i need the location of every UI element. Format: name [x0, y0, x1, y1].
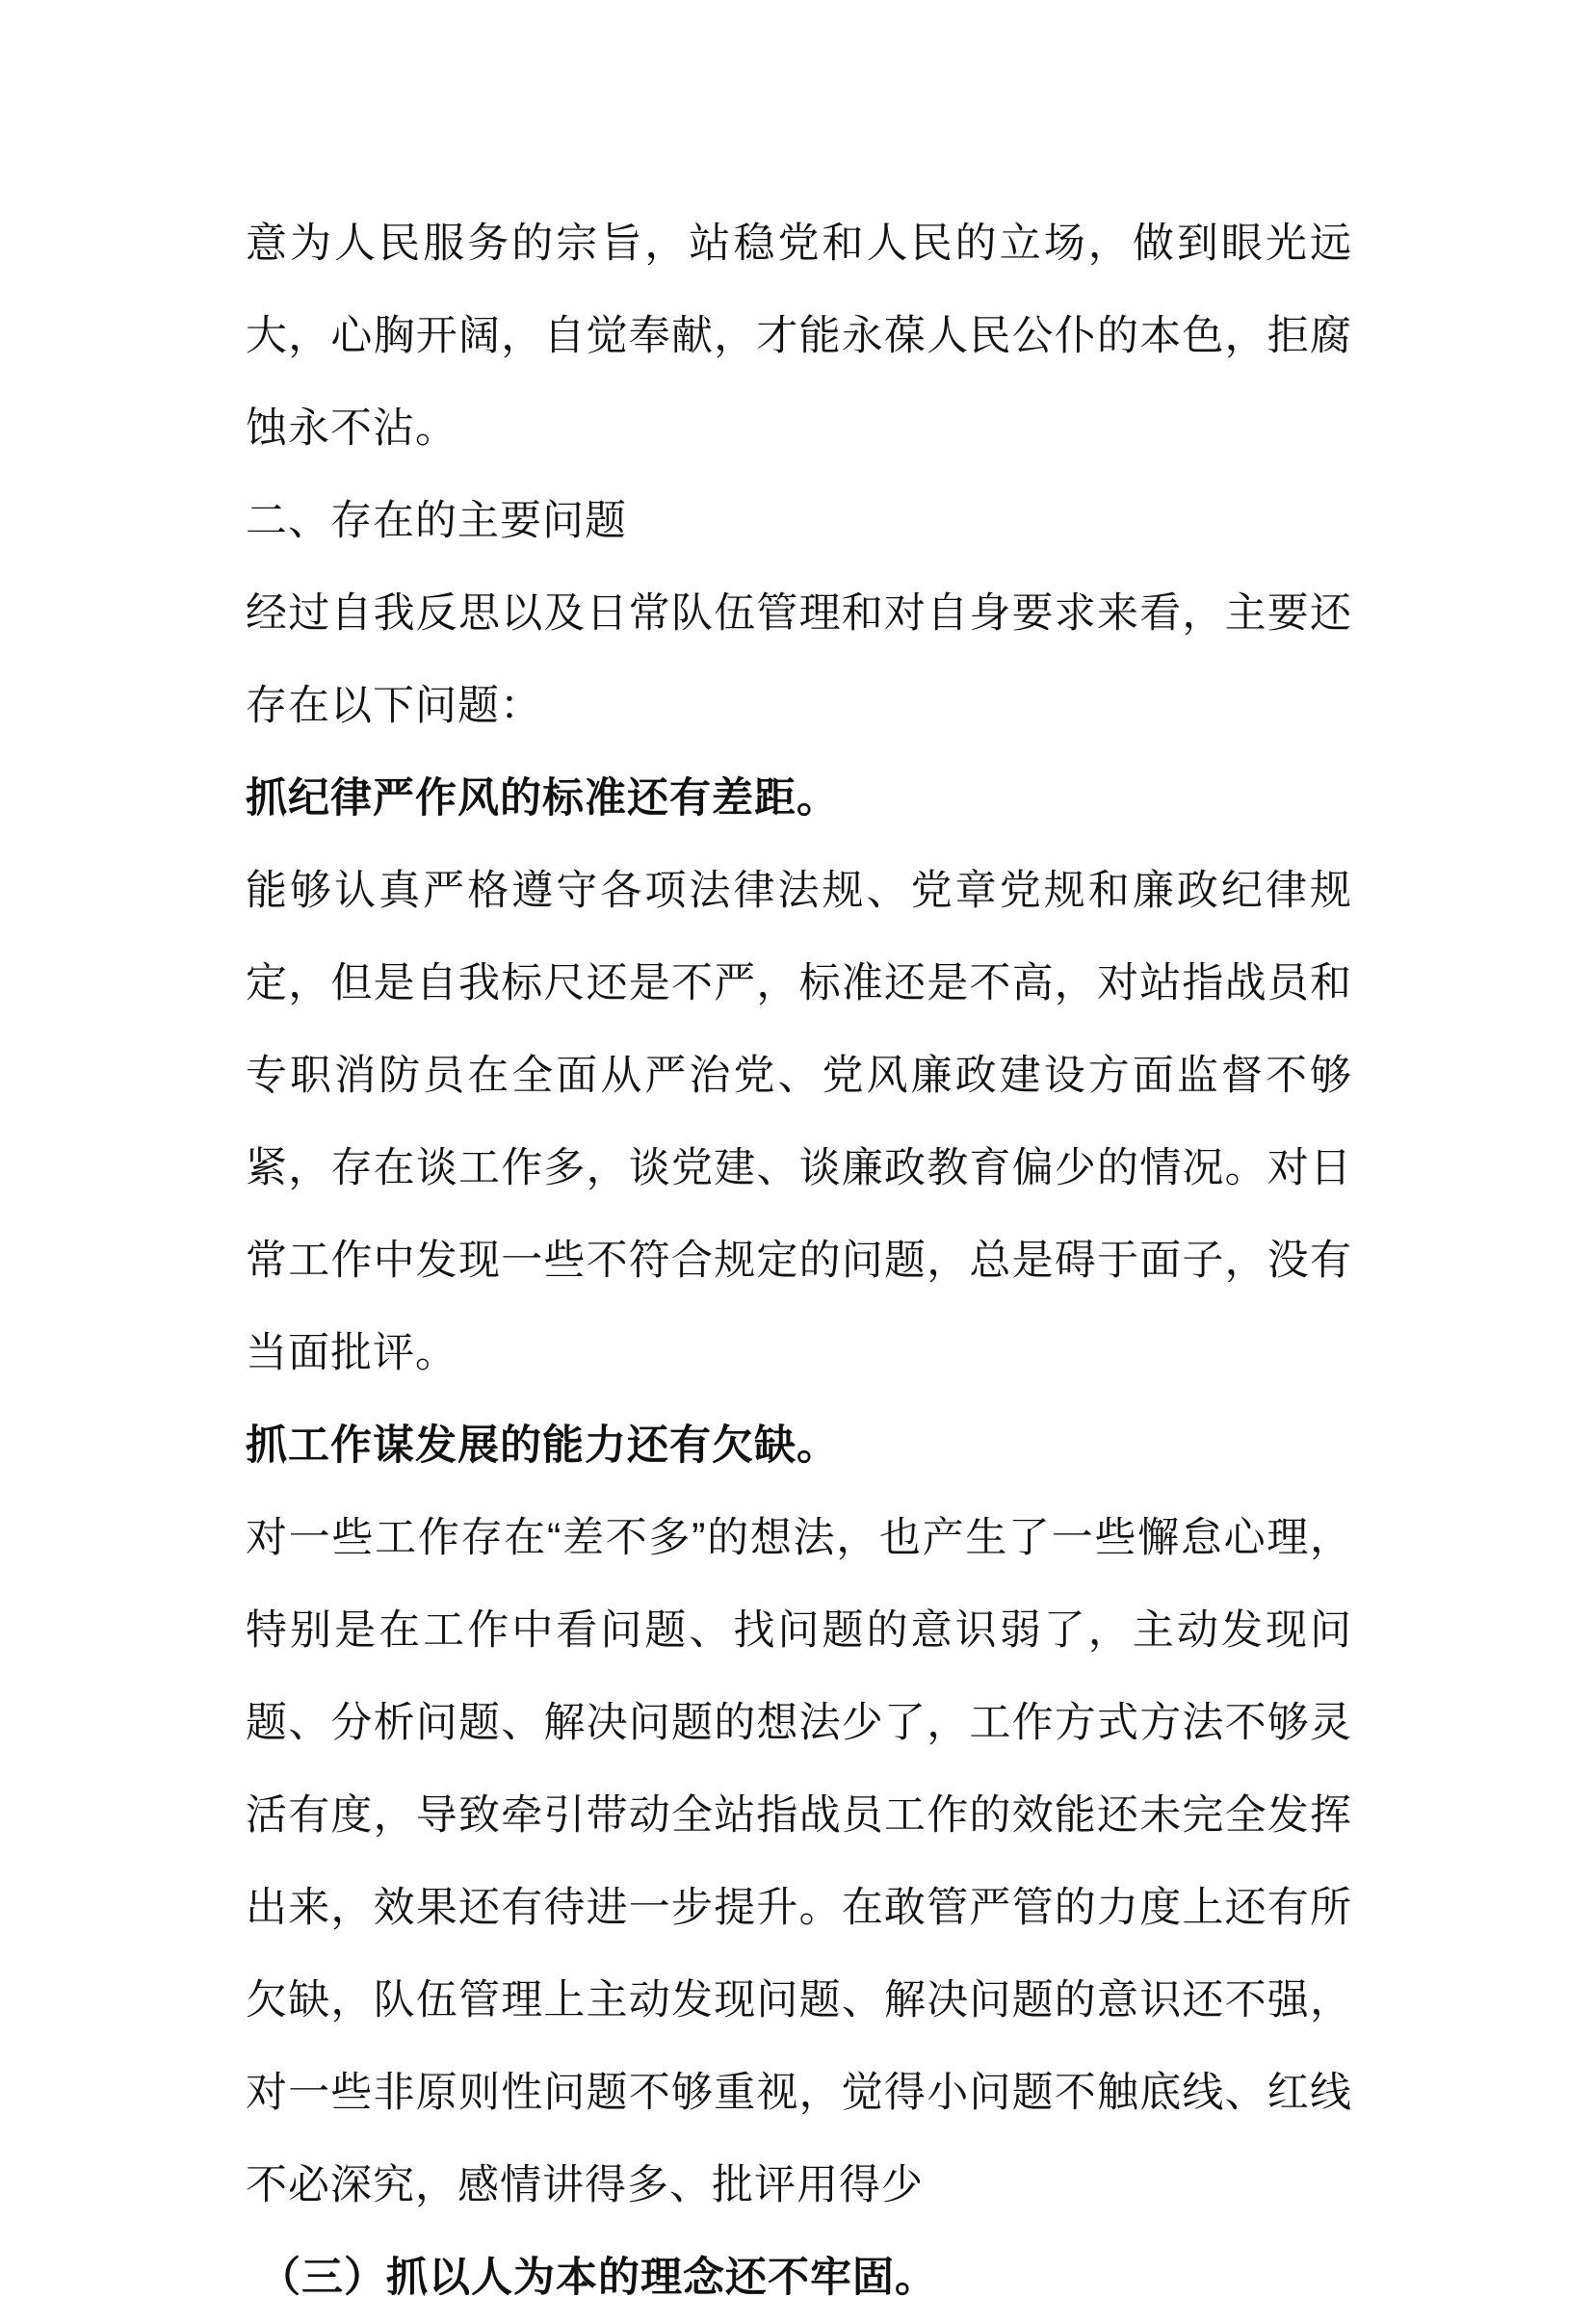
paragraph-discipline-detail: 能够认真严格遵守各项法律法规、党章党规和廉政纪律规定，但是自我标尺还是不严，标准还是不高，对站指战员和专职消防员在全面从严治党、党风廉政建设方面监督不够紧，存在谈工作多，谈党建、谈廉政教育偏少的情况。对日常工作中发现一些不符合规定的问题，总是碍于面子，没有当面批评。: [246, 868, 1352, 1376]
paragraph-continuation: 意为人民服务的宗旨，站稳党和人民的立场，做到眼光远大，心胸开阔，自觉奉献，才能永葆人民公仆的本色，拒腐蚀永不沾。: [246, 221, 1352, 452]
bold-heading-people-oriented: （三）抓以人为本的理念还不牢固。: [259, 2255, 937, 2301]
bold-heading-discipline-standard: 抓纪律严作风的标准还有差距。: [246, 775, 839, 822]
document-body: [246, 197, 1352, 2324]
bold-heading-work-development: 抓工作谋发展的能力还有欠缺。: [246, 1423, 839, 1469]
paragraph-intro: 经过自我反思以及日常队伍管理和对自身要求来看，主要还存在以下问题：: [246, 590, 1352, 729]
paragraph-work-development-detail: 对一些工作存在“差不多”的想法，也产生了一些懈怠心理，特别是在工作中看问题、找问题的意识弱了，主动发现问题、分析问题、解决问题的想法少了，工作方式方法不够灵活有度，导致牵引带动全站指战员工作的效能还未完全发挥出来，效果还有待进一步提升。在敢管严管的力度上还有所欠缺，队伍管理上主动发现问题、解决问题的意识还不强，对一些非原则性问题不够重视，觉得小问题不触底线、红线不必深究，感情讲得多、批评用得少: [246, 1515, 1352, 2208]
section-heading-main-problems: 二、存在的主要问题: [246, 498, 627, 544]
